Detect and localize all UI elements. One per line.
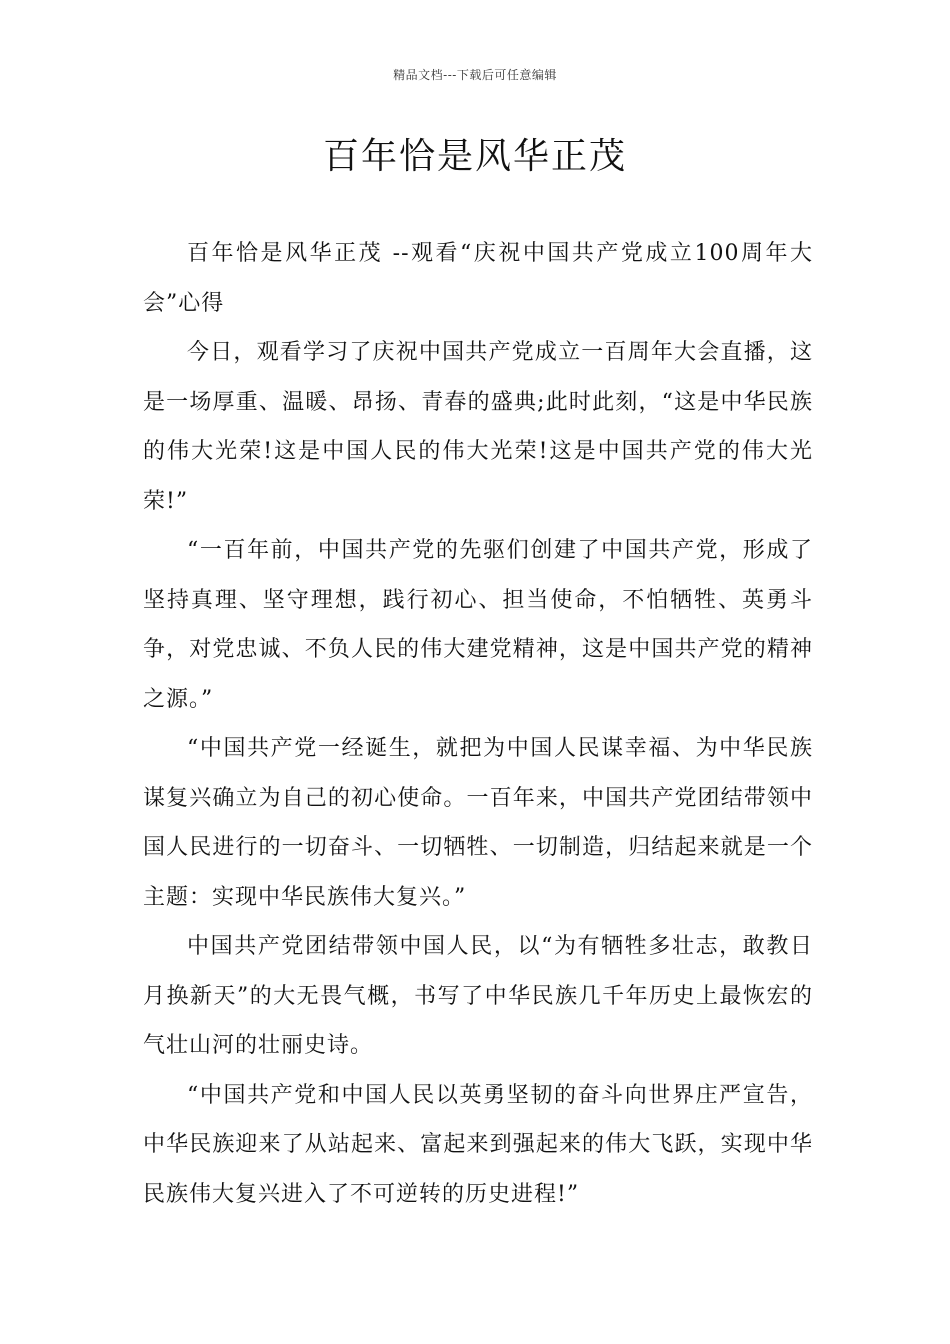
paragraph: “一百年前，中国共产党的先驱们创建了中国共产党，形成了坚持真理、坚守理想，践行初心、担当使命，不怕牺牲、英勇斗争，对党忠诚、不负人民的伟大建党精神，这是中国共产党的精神之源。” <box>143 538 813 712</box>
header-note: 精品文档---下载后可任意编辑 <box>393 68 557 82</box>
document-body <box>143 229 813 1219</box>
paragraph: “中国共产党和中国人民以英勇坚韧的奋斗向世界庄严宣告，中华民族迎来了从站起来、富起来到强起来的伟大飞跃，实现中华民族伟大复兴进入了不可逆转的历史进程!” <box>143 1082 813 1207</box>
paragraph: 百年恰是风华正茂 --观看“庆祝中国共产党成立100周年大会”心得 <box>143 241 813 316</box>
paragraph: 中国共产党团结带领中国人民，以“为有牺牲多壮志，敢教日月换新天”的大无畏气概，书写了中华民族几千年历史上最恢宏的气壮山河的壮丽史诗。 <box>143 934 813 1058</box>
document-title: 百年恰是风华正茂 <box>322 136 627 177</box>
paragraph: “中国共产党一经诞生，就把为中国人民谋幸福、为中华民族谋复兴确立为自己的初心使命。一百年来，中国共产党团结带领中国人民进行的一切奋斗、一切牺牲、一切制造，归结起来就是一个主题：实现中华民族伟大复兴。” <box>143 736 813 910</box>
paragraph: 今日，观看学习了庆祝中国共产党成立一百周年大会直播，这是一场厚重、温暖、昂扬、青春的盛典;此时此刻，“这是中华民族的伟大光荣!这是中国人民的伟大光荣!这是中国共产党的伟大光荣!” <box>143 340 813 514</box>
